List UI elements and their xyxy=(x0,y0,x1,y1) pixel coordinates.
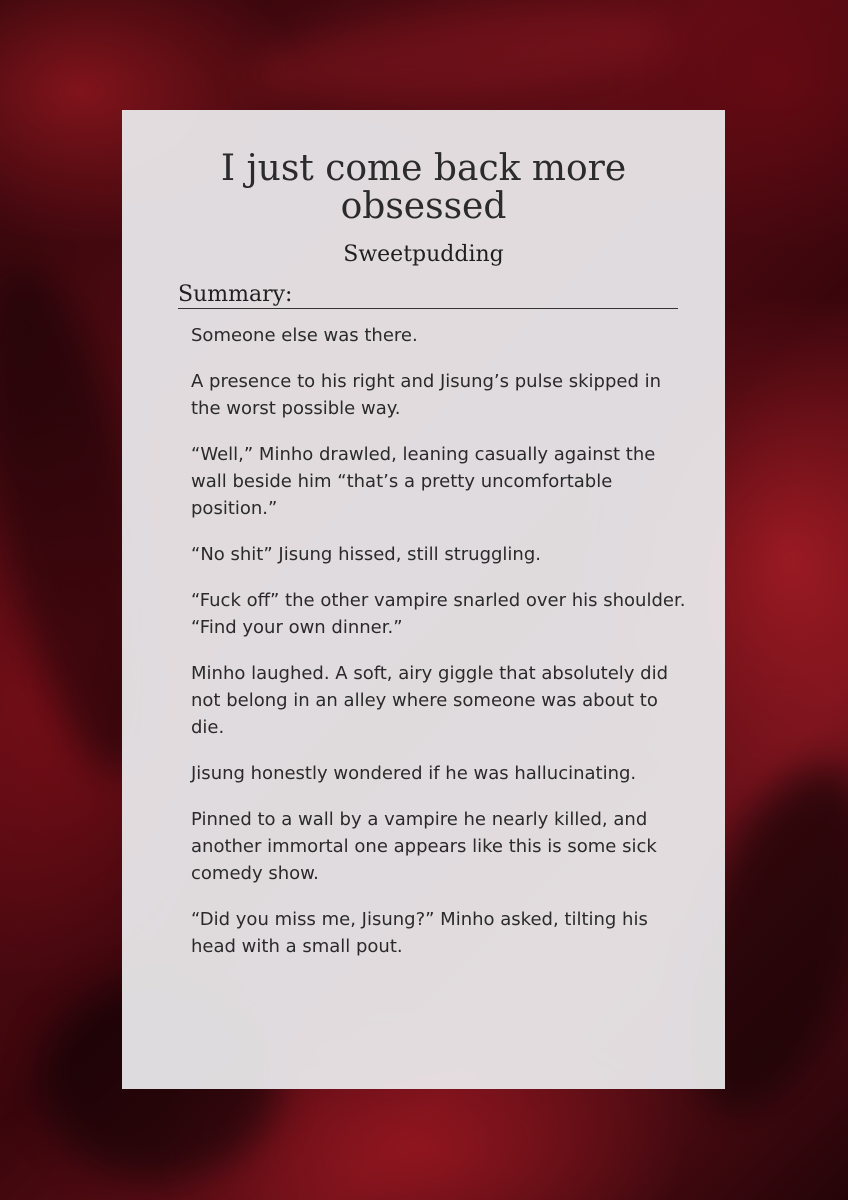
summary-paragraph: Jisung honestly wondered if he was hallucinating. xyxy=(191,763,637,784)
summary-card xyxy=(122,110,725,1089)
summary-heading: Summary: xyxy=(178,282,678,309)
book-title xyxy=(122,150,725,226)
background-fabric-fold xyxy=(246,0,673,122)
summary-paragraph: “Did you miss me, Jisung?” Minho asked, tilting his head with a small pout. xyxy=(191,909,648,957)
summary-paragraph: A presence to his right and Jisung’s pulse skipped in the worst possible way. xyxy=(191,371,662,419)
summary-paragraph: Pinned to a wall by a vampire he nearly killed, and another immortal one appears like this is some sick comedy show. xyxy=(191,809,657,884)
author-name: Sweetpudding xyxy=(343,242,504,267)
book-title-line-1: I just come back more xyxy=(220,148,627,189)
summary-paragraph: “Well,” Minho drawled, leaning casually against the wall beside him “that’s a pretty uncomfortable position.” xyxy=(191,444,656,519)
summary-paragraph: “No shit” Jisung hissed, still struggling. xyxy=(191,544,541,565)
summary-paragraph: Minho laughed. A soft, airy giggle that absolutely did not belong in an alley where someone was about to die. xyxy=(191,663,669,738)
summary-paragraph: “Fuck off” the other vampire snarled over his shoulder. “Find your own dinner.” xyxy=(191,590,686,638)
book-title-line-2: obsessed xyxy=(340,186,507,227)
summary-text xyxy=(191,322,691,979)
summary-paragraph: Someone else was there. xyxy=(191,325,418,346)
